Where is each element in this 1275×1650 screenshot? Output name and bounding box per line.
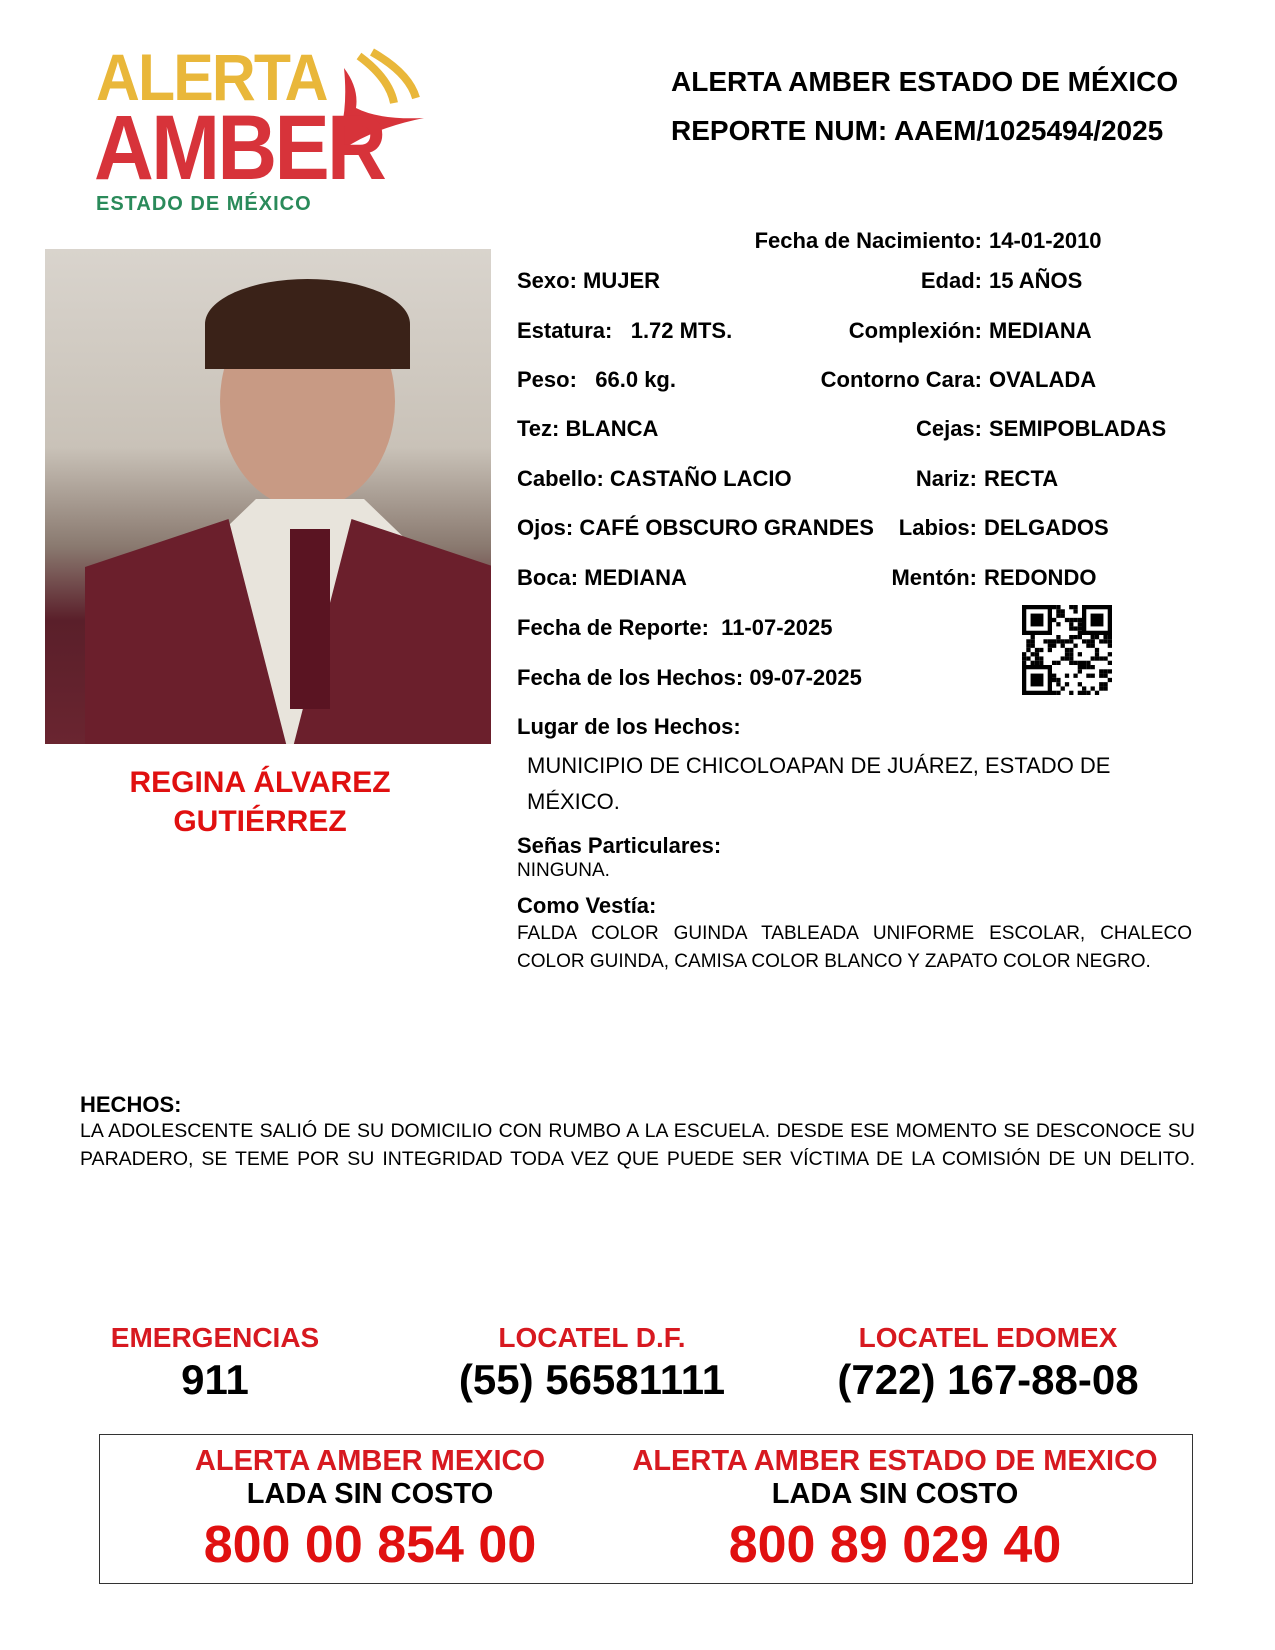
label-nacimiento: Fecha de Nacimiento:	[754, 228, 982, 253]
label-reporte: Fecha de Reporte:	[517, 615, 709, 640]
person-name-line1: REGINA ÁLVAREZ	[129, 766, 391, 799]
value-labios: DELGADOS	[984, 515, 1109, 540]
value-menton: REDONDO	[984, 565, 1097, 590]
tollfree-number[interactable]: 800 00 854 00	[203, 1516, 537, 1574]
label-sexo: Sexo:	[517, 268, 577, 293]
label-hechos-fecha: Fecha de los Hechos:	[517, 665, 744, 690]
label-nariz: Nariz:	[915, 466, 977, 491]
label-cabello: Cabello:	[517, 466, 604, 491]
alerta-amber-logo	[94, 40, 424, 218]
report-number: REPORTE NUM: AAEM/1025494/2025	[671, 115, 1164, 146]
label-senas: Señas Particulares:	[517, 833, 722, 858]
label-vestia: Como Vestía:	[517, 893, 657, 918]
contact-locatel-edomex	[808, 1322, 1168, 1404]
value-reporte: 11-07-2025	[721, 615, 833, 640]
label-lugar: Lugar de los Hechos:	[517, 714, 741, 739]
value-cabello: CASTAÑO LACIO	[609, 466, 792, 491]
label-peso: Peso:	[517, 367, 577, 392]
contact-number[interactable]: 911	[181, 1356, 249, 1403]
label-tez: Tez:	[517, 416, 560, 441]
hechos-text: LA ADOLESCENTE SALIÓ DE SU DOMICILIO CON RUMBO A LA ESCUELA. DESDE ESE MOMENTO SE DESCONOCE SU PARADERO, SE TEME POR SU INTEGRIDAD TODA VEZ QUE PUEDE SER VÍCTIMA DE LA COMISIÓN DE UN DELITO.	[80, 1120, 1195, 1170]
logo-line1: ALERTA	[96, 40, 327, 114]
tollfree-label: ALERTA AMBER MEXICO	[194, 1445, 546, 1477]
contact-emergencias	[35, 1322, 395, 1404]
label-estatura: Estatura:	[517, 318, 613, 343]
tollfree-sub: LADA SIN COSTO	[771, 1478, 1019, 1510]
label-cejas: Cejas:	[915, 416, 982, 441]
value-hechos-fecha: 09-07-2025	[749, 665, 862, 690]
label-contorno: Contorno Cara:	[820, 367, 982, 392]
value-tez: BLANCA	[565, 416, 659, 441]
contact-number[interactable]: (55) 56581111	[458, 1356, 726, 1403]
label-complexion: Complexión:	[848, 318, 982, 343]
label-edad: Edad:	[920, 268, 982, 293]
tollfree-amber-mexico	[160, 1445, 580, 1575]
contact-label: LOCATEL EDOMEX	[858, 1322, 1118, 1353]
person-name-line2: GUTIÉRREZ	[173, 805, 347, 838]
value-senas: NINGUNA.	[517, 860, 610, 881]
value-nacimiento: 14-01-2010	[989, 228, 1102, 253]
contact-locatel-df	[412, 1322, 772, 1404]
value-contorno: OVALADA	[989, 367, 1097, 392]
missing-person-photo	[45, 249, 491, 744]
logo-line2: AMBER	[94, 97, 385, 199]
value-nariz: RECTA	[984, 466, 1059, 491]
tollfree-amber-edomex	[605, 1445, 1185, 1575]
tollfree-number[interactable]: 800 89 029 40	[728, 1516, 1062, 1574]
tollfree-label: ALERTA AMBER ESTADO DE MEXICO	[632, 1445, 1158, 1477]
label-boca: Boca:	[517, 565, 579, 590]
tollfree-sub: LADA SIN COSTO	[246, 1478, 494, 1510]
toll-free-box	[99, 1434, 1193, 1584]
qr-code[interactable]	[1022, 605, 1112, 695]
value-lugar: MUNICIPIO DE CHICOLOAPAN DE JUÁREZ, ESTADO DE MÉXICO.	[527, 753, 1111, 814]
value-peso: 66.0 kg.	[595, 367, 676, 392]
value-estatura: 1.72 MTS.	[630, 318, 733, 343]
logo-line3: ESTADO DE MÉXICO	[96, 193, 312, 215]
contact-label: LOCATEL D.F.	[498, 1322, 686, 1353]
label-labios: Labios:	[898, 515, 977, 540]
hechos-heading: HECHOS:	[80, 1092, 182, 1117]
label-menton: Mentón:	[891, 565, 977, 590]
value-edad: 15 AÑOS	[989, 268, 1083, 293]
contact-number[interactable]: (722) 167-88-08	[837, 1356, 1139, 1403]
value-cejas: SEMIPOBLADAS	[989, 416, 1167, 441]
header-title: ALERTA AMBER ESTADO DE MÉXICO	[671, 66, 1179, 97]
value-ojos: CAFÉ OBSCURO GRANDES	[579, 515, 874, 540]
value-complexion: MEDIANA	[989, 318, 1092, 343]
value-boca: MEDIANA	[584, 565, 687, 590]
value-sexo: MUJER	[583, 268, 661, 293]
label-ojos: Ojos:	[517, 515, 574, 540]
contact-label: EMERGENCIAS	[110, 1322, 320, 1353]
value-vestia: FALDA COLOR GUINDA TABLEADA UNIFORME ESCOLAR, CHALECO COLOR GUINDA, CAMISA COLOR BLANCO Y ZAPATO COLOR NEGRO.	[517, 923, 1192, 972]
